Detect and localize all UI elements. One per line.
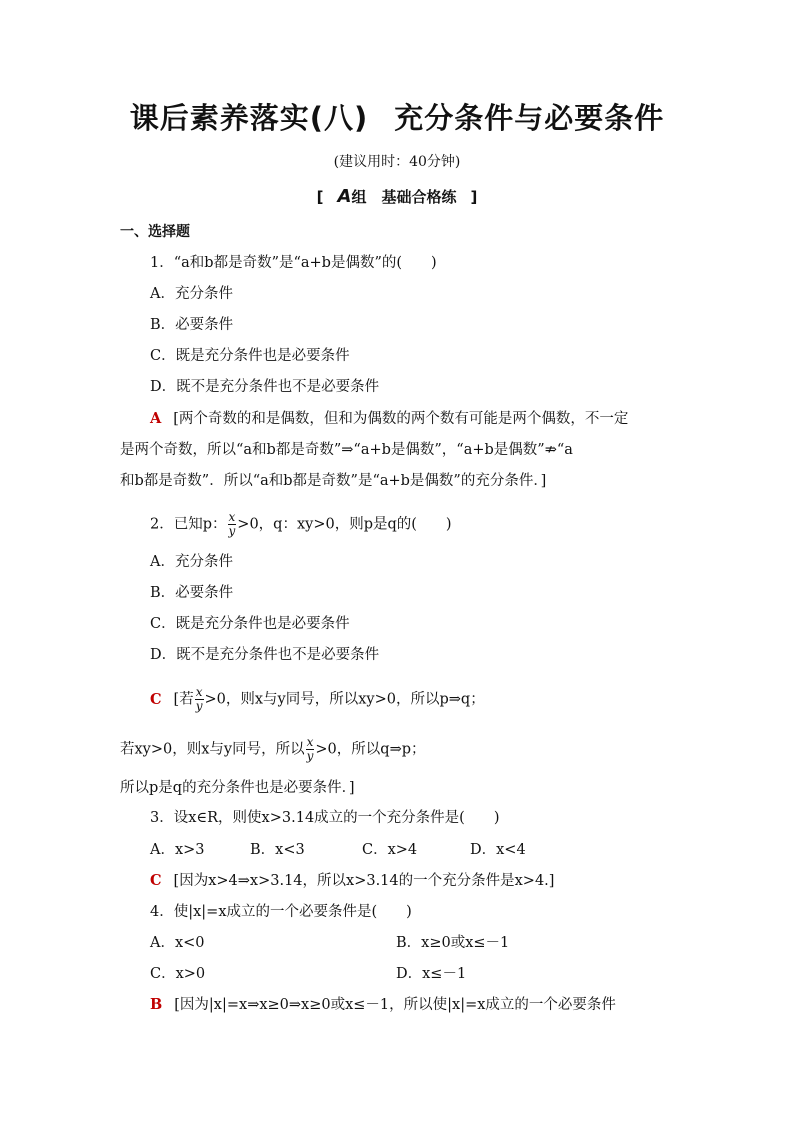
q1-explanation-1: A [两个奇数的和是偶数，但和为偶数的两个数有可能是两个偶数，不一定 xyxy=(150,410,629,427)
q3-explanation: C [因为x>4⇒x>3.14，所以x>3.14的一个充分条件是x>4.] xyxy=(150,872,555,889)
q3-option-a: A．x>3 xyxy=(150,842,205,858)
q2-option-c: C．既是充分条件也是必要条件 xyxy=(150,616,350,632)
q1-option-d: D．既不是充分条件也不是必要条件 xyxy=(150,379,380,395)
group-heading: [ A组 基础合格练 ] xyxy=(316,186,478,207)
q2-exp-fraction-2: $\frac{x}{y}$ xyxy=(306,735,314,763)
title-part1: 课后素养落实(八) xyxy=(129,101,369,135)
q2-exp-fraction-1: $\frac{x}{y}$ xyxy=(195,685,203,713)
q2-option-a: A．充分条件 xyxy=(150,554,233,570)
q3-option-c: C．x>4 xyxy=(362,842,418,858)
group-letter: A xyxy=(337,186,352,207)
page-title xyxy=(0,96,794,137)
q4-answer: B xyxy=(150,996,163,1013)
q1-answer: A xyxy=(150,410,162,427)
q1-option-b: B．必要条件 xyxy=(150,317,234,333)
q4-option-c: C．x>0 xyxy=(150,966,206,982)
q1-stem: 1．“a和b都是奇数”是“a+b是偶数”的( ) xyxy=(150,255,437,271)
q3-stem: 3．设x∈R，则使x>3.14成立的一个充分条件是( ) xyxy=(150,810,500,826)
q3-option-d: D．x<4 xyxy=(470,842,526,858)
q2-answer: C xyxy=(150,690,162,708)
q1-explanation-2: 是两个奇数，所以“a和b都是奇数”⇒“a+b是偶数”，“a+b是偶数”⇏“a xyxy=(120,442,573,458)
q2-option-d: D．既不是充分条件也不是必要条件 xyxy=(150,647,380,663)
q4-stem: 4．使|x|=x成立的一个必要条件是( ) xyxy=(150,904,412,920)
q4-option-d: D．x≤－1 xyxy=(396,966,467,982)
suggested-time: (建议用时：40分钟) xyxy=(333,154,461,170)
q1-option-a: A．充分条件 xyxy=(150,286,233,302)
q2-explanation-3: 所以p是q的充分条件也是必要条件．] xyxy=(120,780,355,796)
q1-explanation-3: 和b都是奇数”．所以“a和b都是奇数”是“a+b是偶数”的充分条件．] xyxy=(120,473,547,489)
q3-answer: C xyxy=(150,872,162,889)
title-part2: 充分条件与必要条件 xyxy=(394,101,665,135)
q2-stem: 2．已知p： $\frac{x}{y}$ >0，q：xy>0，则p是q的( ) xyxy=(150,510,452,538)
q2-explanation-1: C [若 $\frac{x}{y}$ >0，则x与y同号，所以xy>0，所以p⇒q； xyxy=(150,685,485,713)
q4-option-b: B．x≥0或x≤－1 xyxy=(396,935,510,951)
q2-option-b: B．必要条件 xyxy=(150,585,234,601)
q4-option-a: A．x<0 xyxy=(150,935,205,951)
group-label: 组 基础合格练 xyxy=(351,188,457,206)
q2-fraction: $\frac{x}{y}$ xyxy=(228,510,236,538)
q1-option-c: C．既是充分条件也是必要条件 xyxy=(150,348,350,364)
q2-explanation-2: 若xy>0，则x与y同号，所以 $\frac{x}{y}$ >0，所以q⇒p； xyxy=(120,735,426,763)
section-heading: 一、选择题 xyxy=(120,224,190,240)
q3-option-b: B．x<3 xyxy=(250,842,305,858)
q4-explanation: B [因为|x|=x⇒x≥0⇒x≥0或x≤－1，所以使|x|=x成立的一个必要条件 xyxy=(150,996,616,1013)
